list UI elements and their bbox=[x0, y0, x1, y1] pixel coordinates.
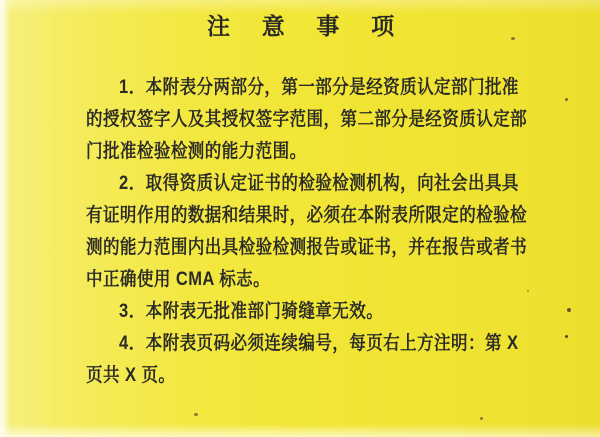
paragraph-3 bbox=[86, 296, 593, 328]
scan-speck bbox=[527, 290, 529, 292]
paragraph-1-line-1: 1．本附表分两部分，第一部分是经资质认定部门批准 bbox=[119, 77, 519, 98]
scan-speck bbox=[511, 37, 515, 40]
paragraph-1-line-2: 的授权签字人及其授权签字范围，第二部分是经资质认定部 bbox=[86, 109, 528, 130]
scan-speck bbox=[194, 413, 198, 416]
scan-speck bbox=[567, 308, 571, 312]
paragraph-2-line-4: 中正确使用 CMA 标志。 bbox=[86, 269, 271, 290]
paragraph-1 bbox=[86, 72, 593, 168]
scan-speck bbox=[480, 417, 483, 420]
paragraph-2-line-1: 2．取得资质认定证书的检验检测机构，向社会出具具 bbox=[119, 173, 519, 194]
notice-body bbox=[86, 72, 593, 392]
paragraph-2-line-3: 测的能力范围内出具检验检测报告或证书，并在报告或者书 bbox=[86, 237, 528, 258]
paragraph-2-line-2: 有证明作用的数据和结果时，必须在本附表所限定的检验检 bbox=[86, 205, 528, 226]
paragraph-4-line-1: 4．本附表页码必须连续编号，每页右上方注明：第 X bbox=[119, 333, 519, 354]
page-title: 注 意 事 项 bbox=[207, 13, 407, 39]
paragraph-4 bbox=[86, 328, 593, 392]
paragraph-2 bbox=[86, 168, 593, 296]
scan-speck bbox=[565, 98, 568, 101]
scan-speck bbox=[565, 335, 568, 338]
paragraph-3-line-1: 3．本附表无批准部门骑缝章无效。 bbox=[119, 301, 384, 322]
paragraph-4-line-2: 页共 X 页。 bbox=[86, 365, 176, 386]
paragraph-1-line-3: 门批准检验检测的能力范围。 bbox=[86, 141, 307, 162]
